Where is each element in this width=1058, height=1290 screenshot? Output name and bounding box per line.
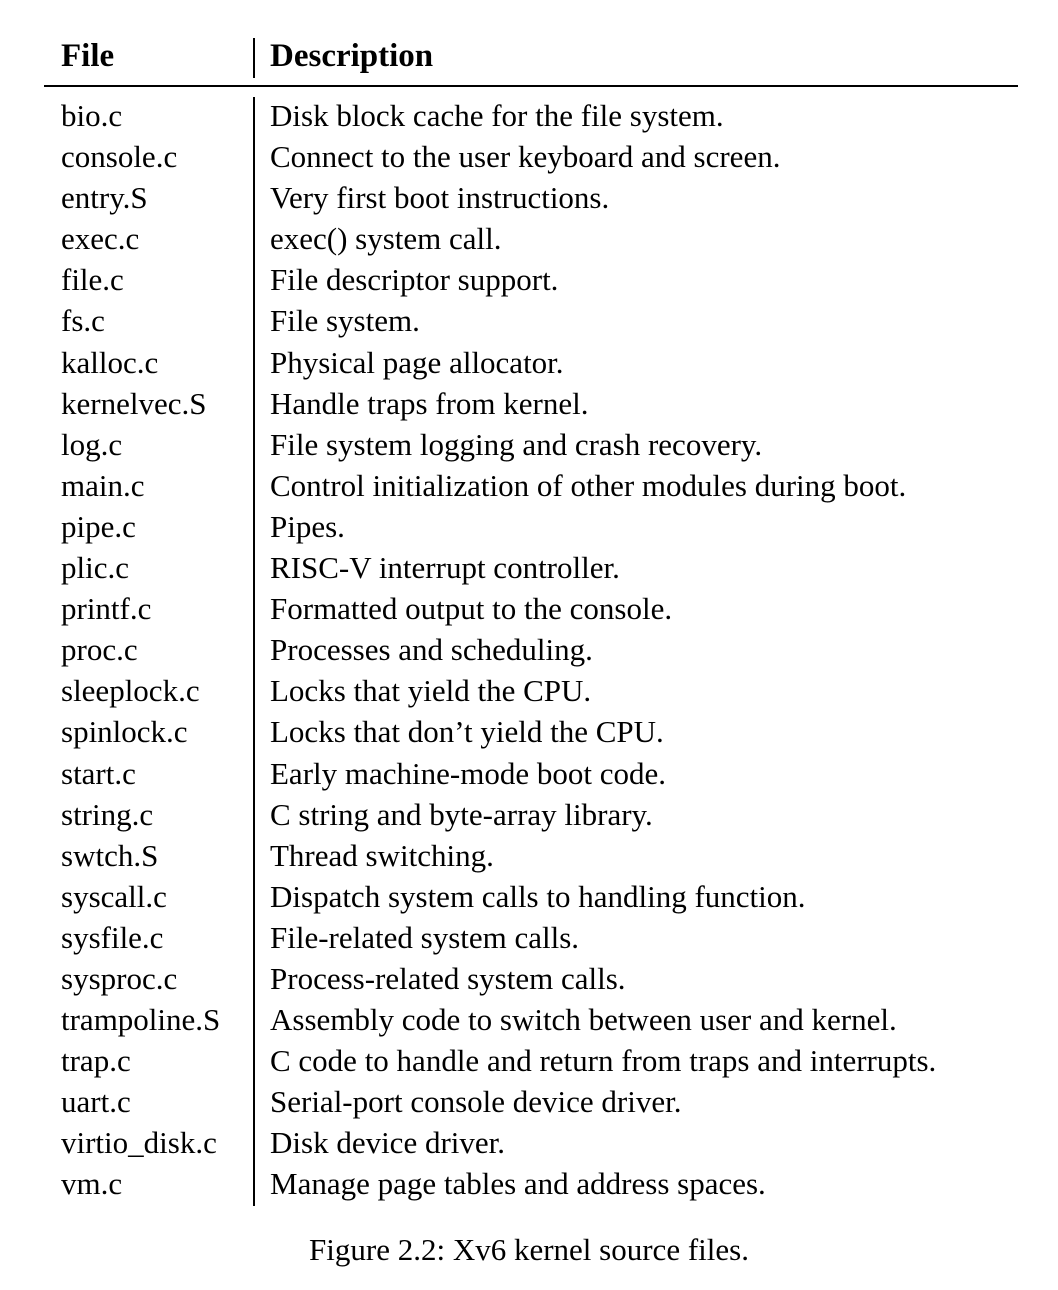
table-row (44, 547, 1018, 588)
cell-description: Very first boot instructions. (270, 180, 610, 216)
cell-description: Pipes. (270, 508, 345, 544)
table-row (44, 259, 1018, 300)
cell-file: log.c (61, 426, 123, 462)
table-row (44, 1163, 1018, 1204)
cell-file: kernelvec.S (61, 385, 207, 421)
table-row (44, 300, 1018, 341)
table-row (44, 958, 1018, 999)
table-body (44, 95, 1018, 1205)
cell-file: plic.c (61, 550, 129, 586)
cell-description: Process-related system calls. (270, 960, 626, 996)
cell-file: bio.c (61, 98, 123, 133)
cell-description: Disk device driver. (270, 1125, 506, 1161)
table-row (44, 342, 1018, 383)
cell-description: Disk block cache for the file system. (270, 98, 724, 133)
cell-description: Dispatch system calls to handling function. (270, 878, 806, 914)
cell-description: Assembly code to switch between user and kernel. (270, 1002, 897, 1038)
cell-description: File system. (270, 303, 420, 339)
cell-description: Thread switching. (270, 837, 494, 873)
cell-description: Connect to the user keyboard and screen. (270, 139, 781, 175)
cell-file: trampoline.S (61, 1002, 221, 1038)
table-row (44, 629, 1018, 670)
table-row (44, 588, 1018, 629)
cell-file: uart.c (61, 1084, 131, 1120)
cell-file: fs.c (61, 303, 105, 339)
cell-description: Locks that don’t yield the CPU. (270, 714, 664, 750)
cell-file: printf.c (61, 591, 152, 627)
cell-file: proc.c (61, 632, 138, 668)
source-files-table (44, 0, 1018, 1202)
cell-file: sysfile.c (61, 919, 164, 955)
table-row (44, 136, 1018, 177)
cell-file: virtio_disk.c (61, 1125, 217, 1161)
table-row (44, 876, 1018, 917)
cell-file: syscall.c (61, 878, 167, 914)
cell-description: C string and byte-array library. (270, 796, 653, 832)
header-description: Description (270, 38, 434, 74)
cell-file: sleeplock.c (61, 673, 200, 709)
table-row (44, 917, 1018, 958)
header-file: File (61, 38, 115, 74)
table-row (44, 999, 1018, 1040)
table-row (44, 383, 1018, 424)
table-row (44, 711, 1018, 752)
cell-description: Early machine-mode boot code. (270, 755, 666, 791)
cell-file: pipe.c (61, 508, 136, 544)
cell-description: File descriptor support. (270, 262, 559, 298)
cell-file: spinlock.c (61, 714, 188, 750)
header-column-divider (253, 38, 255, 78)
table-row (44, 218, 1018, 259)
table-row (44, 670, 1018, 711)
cell-file: kalloc.c (61, 344, 159, 380)
cell-description: exec() system call. (270, 221, 502, 257)
table-row (44, 794, 1018, 835)
cell-file: console.c (61, 139, 178, 175)
cell-description: C code to handle and return from traps and interrupts. (270, 1043, 937, 1079)
cell-description: Formatted output to the console. (270, 591, 673, 627)
cell-file: main.c (61, 467, 145, 503)
table-header (44, 0, 1018, 86)
table-row (44, 177, 1018, 218)
cell-description: Physical page allocator. (270, 344, 564, 380)
table-row (44, 1040, 1018, 1081)
cell-file: vm.c (61, 1166, 123, 1202)
table-row (44, 1081, 1018, 1122)
cell-file: string.c (61, 796, 154, 832)
table-row (44, 424, 1018, 465)
table-row (44, 465, 1018, 506)
figure-caption: Figure 2.2: Xv6 kernel source files. (309, 1232, 749, 1267)
cell-description: File system logging and crash recovery. (270, 426, 763, 462)
cell-file: file.c (61, 262, 124, 298)
cell-file: sysproc.c (61, 960, 178, 996)
cell-description: Handle traps from kernel. (270, 385, 589, 421)
cell-file: start.c (61, 755, 136, 791)
cell-file: swtch.S (61, 837, 159, 873)
cell-description: Control initialization of other modules during boot. (270, 467, 907, 503)
cell-file: trap.c (61, 1043, 131, 1079)
table-row (44, 1122, 1018, 1163)
cell-file: entry.S (61, 180, 148, 216)
cell-description: Processes and scheduling. (270, 632, 593, 668)
cell-file: exec.c (61, 221, 140, 257)
table-row (44, 835, 1018, 876)
table-row (44, 95, 1018, 136)
table-row (44, 753, 1018, 794)
table-row (44, 506, 1018, 547)
cell-description: File-related system calls. (270, 919, 580, 955)
cell-description: Serial-port console device driver. (270, 1084, 682, 1120)
cell-description: RISC-V interrupt controller. (270, 550, 620, 586)
cell-description: Manage page tables and address spaces. (270, 1166, 766, 1202)
header-rule (44, 85, 1018, 87)
cell-description: Locks that yield the CPU. (270, 673, 592, 709)
